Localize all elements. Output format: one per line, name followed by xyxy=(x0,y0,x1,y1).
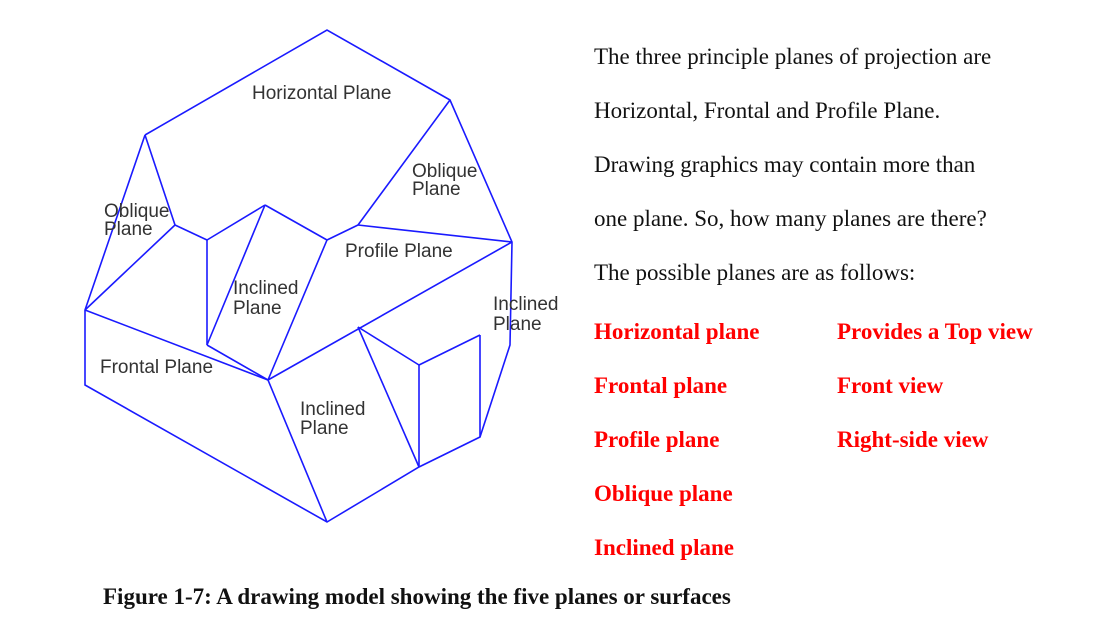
plane-view: Front view xyxy=(837,373,944,398)
edge xyxy=(207,205,265,345)
paragraph-line: The three principle planes of projection are xyxy=(594,44,992,69)
label-inclined-bottom-line1: Inclined xyxy=(300,399,366,420)
plane-row xyxy=(594,413,1074,467)
edge xyxy=(268,242,512,380)
plane-diagram xyxy=(70,10,580,530)
label-profile-plane: Profile Plane xyxy=(345,241,453,262)
intro-paragraph xyxy=(594,30,1094,300)
plane-row xyxy=(594,521,1074,575)
plane-row xyxy=(594,467,1074,521)
label-horizontal-plane: Horizontal Plane xyxy=(252,83,392,104)
plane-name: Frontal plane xyxy=(594,373,728,398)
label-oblique-top-line2: Plane xyxy=(412,179,461,200)
plane-row xyxy=(594,305,1074,359)
label-oblique-left-line2: Plane xyxy=(104,219,153,240)
plane-view: Provides a Top view xyxy=(837,319,1033,344)
label-inclined-right-line2: Plane xyxy=(493,314,542,335)
label-inclined-right-line1: Inclined xyxy=(493,294,559,315)
paragraph-line: one plane. So, how many planes are there? xyxy=(594,206,987,231)
plane-name: Horizontal plane xyxy=(594,319,760,344)
label-inclined-bottom-line2: Plane xyxy=(300,418,349,439)
label-frontal-plane: Frontal Plane xyxy=(100,357,214,378)
paragraph-line: The possible planes are as follows: xyxy=(594,260,916,285)
paragraph-line: Horizontal, Frontal and Profile Plane. xyxy=(594,98,941,123)
planes-list xyxy=(594,305,1074,575)
paragraph-line: Drawing graphics may contain more than xyxy=(594,152,976,177)
plane-row xyxy=(594,359,1074,413)
edge xyxy=(358,327,419,467)
diagram-labels xyxy=(100,83,559,439)
label-inclined-center-line2: Plane xyxy=(233,298,282,319)
label-oblique-left-line1: Oblique xyxy=(104,201,170,222)
edge xyxy=(358,225,512,242)
edge xyxy=(419,335,480,365)
plane-view: Right-side view xyxy=(837,427,989,452)
label-inclined-center-line1: Inclined xyxy=(233,278,299,299)
edge xyxy=(207,205,265,240)
edge xyxy=(207,345,268,380)
label-oblique-top-line1: Oblique xyxy=(412,161,478,182)
edge xyxy=(265,205,327,240)
plane-name: Oblique plane xyxy=(594,481,733,506)
edge xyxy=(175,225,207,240)
plane-name: Inclined plane xyxy=(594,535,734,560)
plane-name: Profile plane xyxy=(594,427,720,452)
figure-caption: Figure 1-7: A drawing model showing the five planes or surfaces xyxy=(103,584,731,609)
edge xyxy=(327,225,358,240)
